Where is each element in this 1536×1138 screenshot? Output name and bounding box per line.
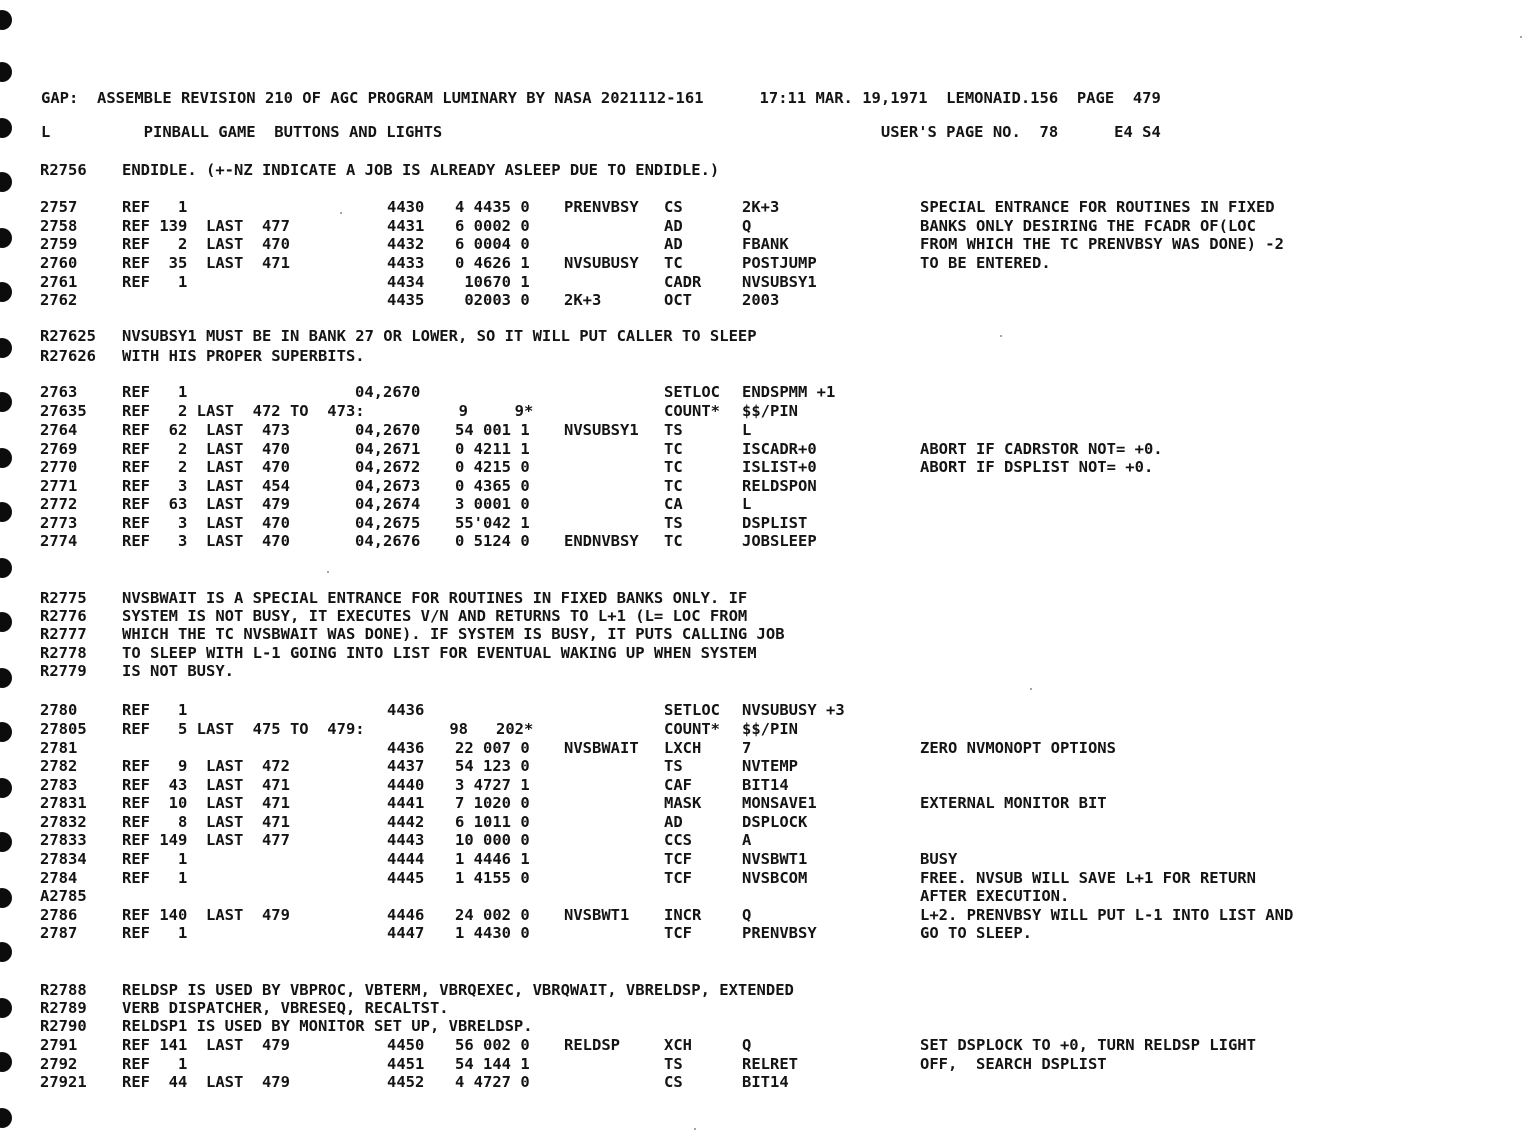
address: 04,2670 bbox=[355, 383, 421, 401]
opcode: OCT bbox=[664, 291, 692, 309]
remark: GO TO SLEEP. bbox=[920, 924, 1032, 942]
operand: NVSBCOM bbox=[742, 869, 808, 887]
reference-info: REF 5 LAST 475 TO 479: bbox=[122, 720, 365, 738]
line-number: 2791 bbox=[40, 1036, 78, 1054]
reference-info: REF 2 LAST 470 bbox=[122, 235, 290, 253]
remark: EXTERNAL MONITOR BIT bbox=[920, 794, 1107, 812]
address: 4435 bbox=[387, 291, 425, 309]
reference-info: REF 43 LAST 471 bbox=[122, 776, 290, 794]
punch-hole bbox=[0, 10, 12, 30]
symbol-label: 2K+3 bbox=[564, 291, 602, 309]
operand: L bbox=[742, 495, 752, 513]
punch-hole bbox=[0, 282, 12, 302]
octal-code: 1 4430 0 bbox=[455, 924, 530, 942]
address: 4436 bbox=[387, 739, 425, 757]
octal-code: 54 001 1 bbox=[455, 421, 530, 439]
line-number: 2786 bbox=[40, 906, 78, 924]
line-number: 2760 bbox=[40, 254, 78, 272]
line-number: 2761 bbox=[40, 273, 78, 291]
octal-code: 7 1020 0 bbox=[455, 794, 530, 812]
punch-hole bbox=[0, 722, 12, 742]
comment-text: VERB DISPATCHER, VBRESEQ, RECALTST. bbox=[122, 999, 449, 1017]
opcode: CADR bbox=[664, 273, 702, 291]
line-number: 27834 bbox=[40, 850, 87, 868]
octal-code: 0 4626 1 bbox=[455, 254, 530, 272]
reference-info: REF 1 bbox=[122, 383, 188, 401]
octal-code: 0 4215 0 bbox=[455, 458, 530, 476]
punch-hole bbox=[0, 558, 12, 578]
reference-info: REF 62 LAST 473 bbox=[122, 421, 290, 439]
operand: RELDSPON bbox=[742, 477, 817, 495]
reference-info: REF 2 LAST 470 bbox=[122, 458, 290, 476]
line-number: 2769 bbox=[40, 440, 78, 458]
opcode: TS bbox=[664, 757, 683, 775]
punch-hole bbox=[0, 502, 12, 522]
remark: ZERO NVMONOPT OPTIONS bbox=[920, 739, 1116, 757]
address: 4430 bbox=[387, 198, 425, 216]
line-number: R27626 bbox=[40, 347, 96, 365]
reference-info: REF 35 LAST 471 bbox=[122, 254, 290, 272]
opcode: TC bbox=[664, 458, 683, 476]
opcode: LXCH bbox=[664, 739, 702, 757]
octal-code: 56 002 0 bbox=[455, 1036, 530, 1054]
reference-info: REF 1 bbox=[122, 1055, 188, 1073]
paper-speck bbox=[327, 571, 329, 573]
remark: FREE. NVSUB WILL SAVE L+1 FOR RETURN bbox=[920, 869, 1256, 887]
line-number: 2757 bbox=[40, 198, 78, 216]
opcode: AD bbox=[664, 235, 683, 253]
operand: NVSUBUSY +3 bbox=[742, 701, 845, 719]
octal-code: 24 002 0 bbox=[455, 906, 530, 924]
reference-info: REF 3 LAST 454 bbox=[122, 477, 290, 495]
reference-info: REF 3 LAST 470 bbox=[122, 532, 290, 550]
line-number: A2785 bbox=[40, 887, 87, 905]
opcode: AD bbox=[664, 217, 683, 235]
comment-text: RELDSP IS USED BY VBPROC, VBTERM, VBRQEXEC, VBRQWAIT, VBRELDSP, EXTENDED bbox=[122, 981, 794, 999]
opcode: TC bbox=[664, 477, 683, 495]
operand: Q bbox=[742, 1036, 752, 1054]
paper-speck bbox=[1000, 335, 1002, 337]
address: 4431 bbox=[387, 217, 425, 235]
punch-hole bbox=[0, 1108, 12, 1128]
address: 4447 bbox=[387, 924, 425, 942]
opcode: TC bbox=[664, 254, 683, 272]
remark: ABORT IF CADRSTOR NOT= +0. bbox=[920, 440, 1163, 458]
line-number: 27921 bbox=[40, 1073, 87, 1091]
reference-info: REF 1 bbox=[122, 869, 188, 887]
comment-text: NVSUBSY1 MUST BE IN BANK 27 OR LOWER, SO IT WILL PUT CALLER TO SLEEP bbox=[122, 327, 757, 345]
operand: Q bbox=[742, 217, 752, 235]
punch-hole bbox=[0, 612, 12, 632]
reference-info: REF 140 LAST 479 bbox=[122, 906, 290, 924]
opcode: TS bbox=[664, 421, 683, 439]
line-number: 2780 bbox=[40, 701, 78, 719]
reference-info: REF 10 LAST 471 bbox=[122, 794, 290, 812]
punch-hole bbox=[0, 118, 12, 138]
line-number: 27805 bbox=[40, 720, 87, 738]
reference-info: REF 1 bbox=[122, 273, 188, 291]
opcode: SETLOC bbox=[664, 383, 720, 401]
line-number: R2776 bbox=[40, 607, 87, 625]
octal-code: 9 9* bbox=[440, 402, 534, 420]
operand: BIT14 bbox=[742, 1073, 789, 1091]
symbol-label: NVSBWT1 bbox=[564, 906, 630, 924]
address: 04,2674 bbox=[355, 495, 421, 513]
operand: $$/PIN bbox=[742, 720, 798, 738]
comment-text: SYSTEM IS NOT BUSY, IT EXECUTES V/N AND RETURNS TO L+1 (L= LOC FROM bbox=[122, 607, 748, 625]
line-number: R2779 bbox=[40, 662, 87, 680]
octal-code: 10670 1 bbox=[455, 273, 530, 291]
address: 4446 bbox=[387, 906, 425, 924]
comment-text: WHICH THE TC NVSBWAIT WAS DONE). IF SYSTEM IS BUSY, IT PUTS CALLING JOB bbox=[122, 625, 785, 643]
octal-code: 6 0004 0 bbox=[455, 235, 530, 253]
line-number: 27833 bbox=[40, 831, 87, 849]
reference-info: REF 8 LAST 471 bbox=[122, 813, 290, 831]
opcode: CS bbox=[664, 198, 683, 216]
punch-hole bbox=[0, 888, 12, 908]
operand: FBANK bbox=[742, 235, 789, 253]
remark: L+2. PRENVBSY WILL PUT L-1 INTO LIST AND bbox=[920, 906, 1294, 924]
comment-text: IS NOT BUSY. bbox=[122, 662, 234, 680]
address: 4451 bbox=[387, 1055, 425, 1073]
punch-hole bbox=[0, 832, 12, 852]
paper-speck bbox=[340, 212, 342, 214]
address: 4433 bbox=[387, 254, 425, 272]
address: 04,2670 bbox=[355, 421, 421, 439]
opcode: AD bbox=[664, 813, 683, 831]
address: 4441 bbox=[387, 794, 425, 812]
line-number: 2773 bbox=[40, 514, 78, 532]
opcode: MASK bbox=[664, 794, 702, 812]
line-number: R2778 bbox=[40, 644, 87, 662]
address: 04,2673 bbox=[355, 477, 421, 495]
octal-code: 3 4727 1 bbox=[455, 776, 530, 794]
reference-info: REF 1 bbox=[122, 198, 188, 216]
remark: SET DSPLOCK TO +0, TURN RELDSP LIGHT bbox=[920, 1036, 1256, 1054]
paper-speck bbox=[1520, 36, 1522, 38]
octal-code: 0 4211 1 bbox=[455, 440, 530, 458]
opcode: TCF bbox=[664, 850, 692, 868]
line-number: R2777 bbox=[40, 625, 87, 643]
operand: ISCADR+0 bbox=[742, 440, 817, 458]
comment-text: RELDSP1 IS USED BY MONITOR SET UP, VBRELDSP. bbox=[122, 1017, 533, 1035]
address: 4436 bbox=[387, 701, 425, 719]
operand: Q bbox=[742, 906, 752, 924]
reference-info: REF 2 LAST 472 TO 473: bbox=[122, 402, 365, 420]
line-number: 27831 bbox=[40, 794, 87, 812]
comment-text: WITH HIS PROPER SUPERBITS. bbox=[122, 347, 365, 365]
address: 4437 bbox=[387, 757, 425, 775]
line-number: 2762 bbox=[40, 291, 78, 309]
line-number: R2788 bbox=[40, 981, 87, 999]
operand: DSPLIST bbox=[742, 514, 808, 532]
octal-code: 54 123 0 bbox=[455, 757, 530, 775]
octal-code: 54 144 1 bbox=[455, 1055, 530, 1073]
reference-info: REF 63 LAST 479 bbox=[122, 495, 290, 513]
address: 4450 bbox=[387, 1036, 425, 1054]
symbol-label: NVSBWAIT bbox=[564, 739, 639, 757]
line-number: 27832 bbox=[40, 813, 87, 831]
octal-code: 4 4435 0 bbox=[455, 198, 530, 216]
address: 4432 bbox=[387, 235, 425, 253]
octal-code: 3 0001 0 bbox=[455, 495, 530, 513]
reference-info: REF 3 LAST 470 bbox=[122, 514, 290, 532]
octal-code: 0 5124 0 bbox=[455, 532, 530, 550]
opcode: TS bbox=[664, 1055, 683, 1073]
symbol-label: PRENVBSY bbox=[564, 198, 639, 216]
opcode: SETLOC bbox=[664, 701, 720, 719]
octal-code: 22 007 0 bbox=[455, 739, 530, 757]
paper-speck bbox=[1030, 688, 1032, 690]
operand: ENDSPMM +1 bbox=[742, 383, 836, 401]
comment-text: ENDIDLE. (+-NZ INDICATE A JOB IS ALREADY ASLEEP DUE TO ENDIDLE.) bbox=[122, 161, 720, 179]
operand: DSPLOCK bbox=[742, 813, 808, 831]
operand: BIT14 bbox=[742, 776, 789, 794]
octal-code: 1 4446 1 bbox=[455, 850, 530, 868]
octal-code: 1 4155 0 bbox=[455, 869, 530, 887]
operand: L bbox=[742, 421, 752, 439]
reference-info: REF 2 LAST 470 bbox=[122, 440, 290, 458]
operand: RELRET bbox=[742, 1055, 798, 1073]
operand: MONSAVE1 bbox=[742, 794, 817, 812]
paper-speck bbox=[694, 1128, 696, 1130]
operand: NVSUBSY1 bbox=[742, 273, 817, 291]
operand: NVSBWT1 bbox=[742, 850, 808, 868]
remark: SPECIAL ENTRANCE FOR ROUTINES IN FIXED bbox=[920, 198, 1275, 216]
line-number: 2787 bbox=[40, 924, 78, 942]
opcode: CAF bbox=[664, 776, 692, 794]
symbol-label: NVSUBUSY bbox=[564, 254, 639, 272]
opcode: TCF bbox=[664, 924, 692, 942]
line-number: 2774 bbox=[40, 532, 78, 550]
comment-text: TO SLEEP WITH L-1 GOING INTO LIST FOR EVENTUAL WAKING UP WHEN SYSTEM bbox=[122, 644, 757, 662]
page-subheader: L PINBALL GAME BUTTONS AND LIGHTS USER'S PAGE NO. 78 E4 S4 bbox=[41, 123, 1161, 141]
line-number: 2781 bbox=[40, 739, 78, 757]
reference-info: REF 1 bbox=[122, 850, 188, 868]
opcode: COUNT* bbox=[664, 720, 720, 738]
opcode: CA bbox=[664, 495, 683, 513]
remark: ABORT IF DSPLIST NOT= +0. bbox=[920, 458, 1154, 476]
address: 04,2676 bbox=[355, 532, 421, 550]
octal-code: 10 000 0 bbox=[455, 831, 530, 849]
address: 04,2672 bbox=[355, 458, 421, 476]
line-number: 2792 bbox=[40, 1055, 78, 1073]
line-number: 2772 bbox=[40, 495, 78, 513]
opcode: INCR bbox=[664, 906, 702, 924]
address: 4440 bbox=[387, 776, 425, 794]
remark: FROM WHICH THE TC PRENVBSY WAS DONE) -2 bbox=[920, 235, 1284, 253]
octal-code: 98 202* bbox=[440, 720, 534, 738]
address: 4434 bbox=[387, 273, 425, 291]
line-number: 2770 bbox=[40, 458, 78, 476]
opcode: TC bbox=[664, 440, 683, 458]
line-number: R2756 bbox=[40, 161, 87, 179]
address: 04,2675 bbox=[355, 514, 421, 532]
opcode: CS bbox=[664, 1073, 683, 1091]
opcode: TC bbox=[664, 532, 683, 550]
symbol-label: ENDNVBSY bbox=[564, 532, 639, 550]
reference-info: REF 149 LAST 477 bbox=[122, 831, 290, 849]
line-number: R2789 bbox=[40, 999, 87, 1017]
operand: PRENVBSY bbox=[742, 924, 817, 942]
octal-code: 0 4365 0 bbox=[455, 477, 530, 495]
operand: $$/PIN bbox=[742, 402, 798, 420]
comment-text: NVSBWAIT IS A SPECIAL ENTRANCE FOR ROUTINES IN FIXED BANKS ONLY. IF bbox=[122, 589, 748, 607]
opcode: XCH bbox=[664, 1036, 692, 1054]
line-number: 2764 bbox=[40, 421, 78, 439]
remark: BUSY bbox=[920, 850, 958, 868]
reference-info: REF 141 LAST 479 bbox=[122, 1036, 290, 1054]
operand: ISLIST+0 bbox=[742, 458, 817, 476]
operand: 7 bbox=[742, 739, 752, 757]
opcode: TS bbox=[664, 514, 683, 532]
line-number: R2790 bbox=[40, 1017, 87, 1035]
symbol-label: NVSUBSY1 bbox=[564, 421, 639, 439]
line-number: 2782 bbox=[40, 757, 78, 775]
line-number: 2759 bbox=[40, 235, 78, 253]
reference-info: REF 44 LAST 479 bbox=[122, 1073, 290, 1091]
address: 4445 bbox=[387, 869, 425, 887]
operand: 2K+3 bbox=[742, 198, 780, 216]
punch-hole bbox=[0, 778, 12, 798]
punch-hole bbox=[0, 338, 12, 358]
operand: NVTEMP bbox=[742, 757, 798, 775]
octal-code: 55'042 1 bbox=[455, 514, 530, 532]
remark: BANKS ONLY DESIRING THE FCADR OF(LOC bbox=[920, 217, 1256, 235]
line-number: R2775 bbox=[40, 589, 87, 607]
punch-hole bbox=[0, 172, 12, 192]
octal-code: 4 4727 0 bbox=[455, 1073, 530, 1091]
punch-hole bbox=[0, 998, 12, 1018]
line-number: 2784 bbox=[40, 869, 78, 887]
address: 4443 bbox=[387, 831, 425, 849]
operand: JOBSLEEP bbox=[742, 532, 817, 550]
opcode: TCF bbox=[664, 869, 692, 887]
remark: OFF, SEARCH DSPLIST bbox=[920, 1055, 1107, 1073]
punch-hole bbox=[0, 62, 12, 82]
line-number: 2783 bbox=[40, 776, 78, 794]
operand: A bbox=[742, 831, 752, 849]
remark: AFTER EXECUTION. bbox=[920, 887, 1070, 905]
operand: 2003 bbox=[742, 291, 780, 309]
page-header: GAP: ASSEMBLE REVISION 210 OF AGC PROGRAM LUMINARY BY NASA 2021112-161 17:11 MAR. 19,1971 LEMONAID.156 PAGE 479 bbox=[41, 89, 1161, 107]
opcode: CCS bbox=[664, 831, 692, 849]
reference-info: REF 9 LAST 472 bbox=[122, 757, 290, 775]
address: 04,2671 bbox=[355, 440, 421, 458]
reference-info: REF 1 bbox=[122, 701, 188, 719]
punch-hole bbox=[0, 668, 12, 688]
octal-code: 6 1011 0 bbox=[455, 813, 530, 831]
line-number: 2771 bbox=[40, 477, 78, 495]
symbol-label: RELDSP bbox=[564, 1036, 620, 1054]
line-number: 27635 bbox=[40, 402, 87, 420]
line-number: R27625 bbox=[40, 327, 96, 345]
operand: POSTJUMP bbox=[742, 254, 817, 272]
opcode: COUNT* bbox=[664, 402, 720, 420]
address: 4444 bbox=[387, 850, 425, 868]
punch-hole bbox=[0, 228, 12, 248]
punch-hole bbox=[0, 942, 12, 962]
punch-hole bbox=[0, 1052, 12, 1072]
remark: TO BE ENTERED. bbox=[920, 254, 1051, 272]
reference-info: REF 1 bbox=[122, 924, 188, 942]
punch-hole bbox=[0, 392, 12, 412]
line-number: 2763 bbox=[40, 383, 78, 401]
line-number: 2758 bbox=[40, 217, 78, 235]
octal-code: 6 0002 0 bbox=[455, 217, 530, 235]
reference-info: REF 139 LAST 477 bbox=[122, 217, 290, 235]
address: 4452 bbox=[387, 1073, 425, 1091]
punch-hole bbox=[0, 448, 12, 468]
octal-code: 02003 0 bbox=[455, 291, 530, 309]
address: 4442 bbox=[387, 813, 425, 831]
